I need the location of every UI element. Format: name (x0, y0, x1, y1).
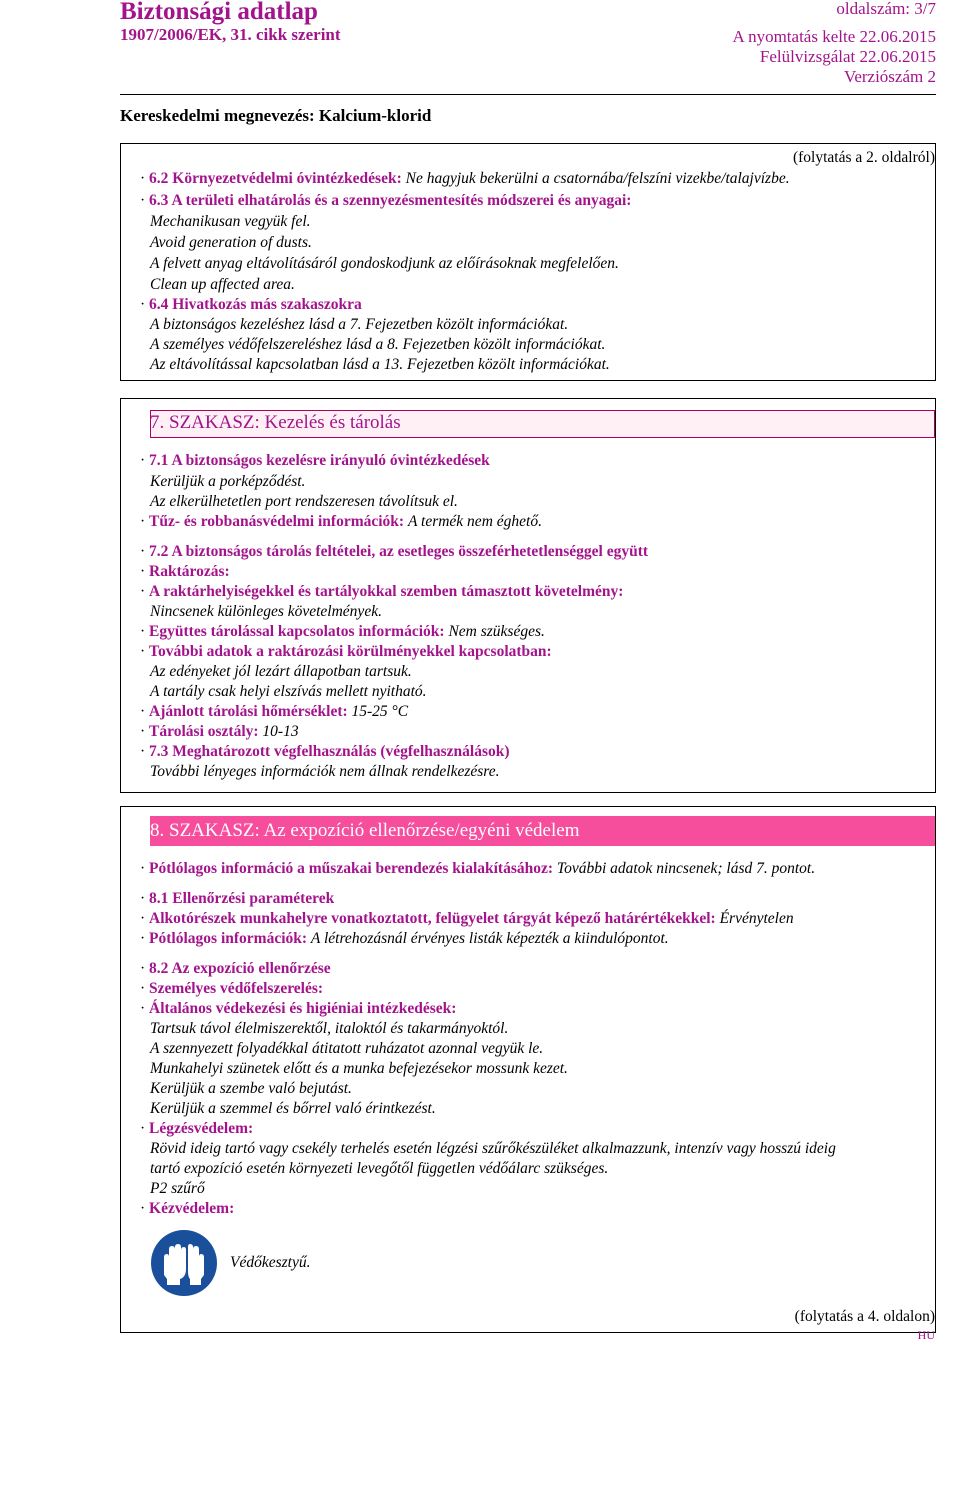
hygiene-line: Kerüljük a szembe való bejutást. (150, 1080, 352, 1097)
cleanup-line: Mechanikusan vegyük fel. (150, 213, 311, 230)
hygiene-label: · Általános védekezési és higiéniai intézkedések: (140, 1000, 457, 1017)
hygiene-line: A szennyezett folyadékkal átitatott ruházatot azonnal vegyük le. (150, 1040, 544, 1057)
end-use-text: További lényeges információk nem állnak rendelkezésre. (150, 763, 500, 780)
language-code: HU (917, 1328, 935, 1342)
reference-line: A biztonságos kezeléshez lásd a 7. Fejezetben közölt információkat. (150, 316, 569, 333)
env-precautions: · 6.2 Környezetvédelmi óvintézkedések: Ne hagyjuk bekerülni a csatornába/felszíni vizekbe/talajvízbe. (140, 170, 790, 187)
handling-line: Az elkerülhetetlen port rendszeresen távolítsuk el. (150, 493, 458, 510)
page-number: oldalszám: 3/7 (836, 0, 936, 18)
respiratory-line: Rövid ideig tartó vagy csekély terhelés esetén légzési szűrőkészüléket alkalmazzunk, intenzív vagy hosszú ideig (150, 1140, 836, 1157)
storage-condition-line: Az edényeket jól lezárt állapotban tartsuk. (150, 663, 412, 680)
trade-name: Kereskedelmi megnevezés: Kalcium-klorid (120, 106, 432, 125)
gloves-pictogram-icon (150, 1229, 218, 1297)
hygiene-line: Kerüljük a szemmel és bőrrel való érintkezést. (150, 1100, 436, 1117)
regulation-ref: 1907/2006/EK, 31. cikk szerint (120, 25, 341, 44)
section8-title: 8. SZAKASZ: Az expozíció ellenőrzése/egyéni védelem (150, 820, 580, 841)
revision-date: Felülvizsgálat 22.06.2015 (759, 47, 936, 66)
storage-requirement-text: Nincsenek különleges követelmények. (150, 603, 382, 620)
print-date: A nyomtatás kelte 22.06.2015 (732, 27, 936, 46)
hygiene-line: Tartsuk távol élelmiszerektől, italoktól és takarmányoktól. (150, 1020, 509, 1037)
respiratory-line: P2 szűrő (150, 1180, 205, 1197)
cleanup-heading: · 6.3 A területi elhatárolás és a szennyezésmentesítés módszerei és anyagai: (140, 192, 632, 209)
continued-from: (folytatás a 2. oldalról) (792, 149, 935, 166)
limit-values: · Alkotórészek munkahelyre vonatkoztatott, felügyelet tárgyát képező határértékekkel: Érvénytelen (140, 910, 794, 927)
reference-line: A személyes védőfelszereléshez lásd a 8. Fejezetben közölt információkat. (150, 336, 606, 353)
hand-protection-label: · Kézvédelem: (140, 1200, 235, 1217)
additional-info: · Pótlólagos információk: A létrehozásnál érvényes listák képezték a kiindulópontot. (140, 930, 669, 947)
storage-class: · Tárolási osztály: 10-13 (140, 723, 299, 740)
respiratory-line: tartó expozíció esetén környezeti levegőtől független védőálarc szükséges. (150, 1160, 609, 1177)
reference-line: Az eltávolítással kapcsolatban lásd a 13. Fejezetben közölt információkat. (150, 356, 610, 373)
gloves-caption: Védőkesztyű. (230, 1254, 311, 1271)
cleanup-line: Avoid generation of dusts. (150, 234, 312, 251)
handling-line: Kerüljük a porképződést. (150, 473, 306, 490)
respiratory-label: · Légzésvédelem: (140, 1120, 254, 1137)
version-number: Verziószám 2 (843, 67, 936, 86)
document-title: Biztonsági adatlap (120, 0, 318, 25)
section7-title: 7. SZAKASZ: Kezelés és tárolás (150, 412, 401, 433)
control-params-heading: · 8.1 Ellenőrzési paraméterek (140, 890, 335, 907)
engineering-info: · Pótlólagos információ a műszakai berendezés kialakításához: További adatok nincsenek; lásd 7. pontot. (140, 860, 816, 877)
storage-condition-line: A tartály csak helyi elszívás mellett nyitható. (150, 683, 427, 700)
continued-next: (folytatás a 4. oldalon) (794, 1308, 935, 1325)
storage-label: · Raktározás: (140, 563, 230, 580)
storage-temperature: · Ajánlott tárolási hőmérséklet: 15-25 °C (140, 703, 409, 720)
reference-heading: · 6.4 Hivatkozás más szakaszokra (140, 296, 362, 313)
storage-heading: · 7.2 A biztonságos tárolás feltételei, az esetleges összeférhetetlenséggel együtt (140, 543, 649, 560)
cleanup-line: Clean up affected area. (150, 276, 295, 293)
end-use-heading: · 7.3 Meghatározott végfelhasználás (végfelhasználások) (140, 743, 510, 760)
header-rule (120, 94, 936, 95)
cleanup-line: A felvett anyag eltávolításáról gondoskodjunk az előírásoknak megfelelően. (150, 255, 619, 272)
exposure-control-heading: · 8.2 Az expozíció ellenőrzése (140, 960, 331, 977)
storage-conditions: · További adatok a raktározási körülményekkel kapcsolatban: (140, 643, 552, 660)
fire-info: · Tűz- és robbanásvédelmi információk: A termék nem éghető. (140, 513, 542, 530)
ppe-label: · Személyes védőfelszerelés: (140, 980, 324, 997)
hygiene-line: Munkahelyi szünetek előtt és a munka befejezésekor mossunk kezet. (150, 1060, 568, 1077)
storage-requirement: · A raktárhelyiségekkel és tartályokkal szemben támasztott követelmény: (140, 583, 624, 600)
joint-storage: · Együttes tárolással kapcsolatos információk: Nem szükséges. (140, 623, 545, 640)
handling-heading: · 7.1 A biztonságos kezelésre irányuló óvintézkedések (140, 452, 490, 469)
